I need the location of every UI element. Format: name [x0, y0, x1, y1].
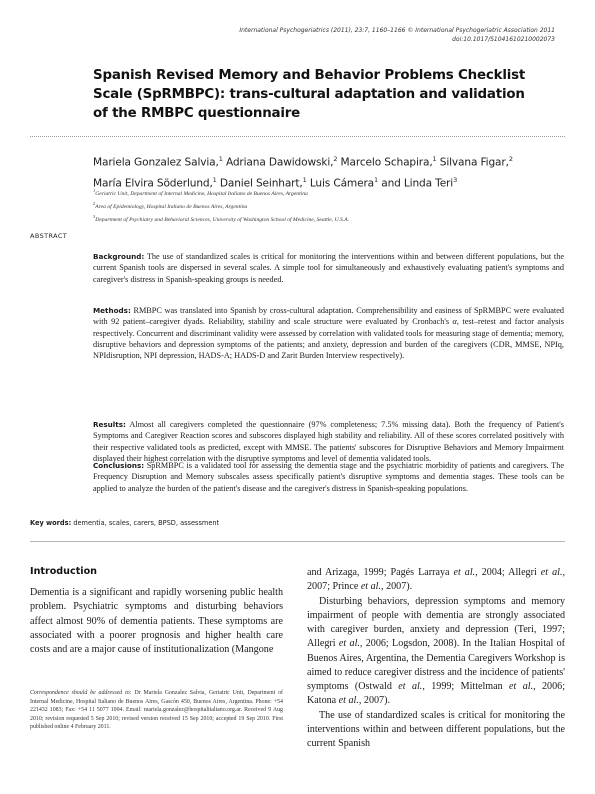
paragraph-text: , 2007; Prince [307, 567, 566, 593]
keywords-text: dementia, scales, carers, BPSD, assessment [71, 519, 220, 527]
results-text: Almost all caregivers completed the questionnaire (97% completeness; 7.5% missing data). Both the frequency of Patient's Symptoms and Caregiver Reaction scores and subscores displayed high stability and reliability. All of these scores correlated positively with their respective validated tools as predicted, except with MMSE. The patients' subscores for Disruptive Behaviors and Memory Impairment displayed their highest correlation with the disruptive symptoms and level of dementia validated tools. [93, 420, 564, 463]
introduction-heading: Introduction [30, 566, 97, 577]
author-affiliation-mark: 3 [453, 175, 458, 184]
paragraph-text: , 2006; Logsdon, 2008). In the Italian Hospital of Buenos Aires, Argentina, the Dementia Caregivers Workshop is aimed to reduce caregiver distress and the incidence of patients' symptoms (Ostwald [307, 638, 566, 692]
affiliation-list [93, 186, 563, 225]
author-affiliation-mark: 1 [374, 175, 379, 184]
intro-paragraph [307, 566, 565, 595]
paragraph-text: Disturbing behaviors, depression symptoms and memory impairment of people with dementia are strongly associated with caregiver burden, anxiety and depression (Teri, 1997; Allegri [307, 595, 565, 650]
methods-label: Methods: [93, 306, 131, 315]
journal-citation-line: International Psychogeriatrics (2011), 23:7, 1160–1166 © International Psychogeriatric Association 2011 [239, 27, 555, 34]
correspondence-footnote [30, 689, 283, 732]
keywords-label: Key words: [30, 519, 72, 527]
body-left-column [30, 586, 283, 657]
author-name: María Elvira Söderlund, [93, 177, 213, 190]
citation-et-al: et al. [338, 638, 360, 650]
author-name: and Linda Teri [378, 177, 454, 190]
intro-paragraph [307, 595, 565, 709]
affiliation-text: Geriatric Unit, Department of Internal Medicine, Hospital Italiano de Buenos Aires, Argentina [95, 190, 308, 197]
author-affiliation-mark: 1 [432, 155, 437, 163]
author-affiliation-mark: 1 [302, 175, 307, 184]
results-label: Results: [93, 420, 126, 429]
intro-paragraph: Dementia is a significant and rapidly worsening public health problem. Psychiatric symptoms and disturbing behaviors affect almost 90% of dementia patients. These symptoms are associated with a poorer prognosis and higher health care costs and are a major cause of institutionalization (Mangone [30, 587, 283, 655]
abstract-heading: ABSTRACT [30, 232, 68, 240]
methods-text: RMBPC was translated into Spanish by cross-cultural adaptation. Comprehensibility and easiness of SpRMBPC were evaluated with 92 patient–caregiver dyads. Reliability, stability and scale structure were evaluated by Cronbach's [93, 306, 564, 327]
background-label: Background: [93, 252, 145, 261]
conclusions-text: SpRMBPC is a validated tool for assessing the dementia stage and the psychiatric morbidity of patients and caregivers. The Frequency Disruption and Memory subscales assess specifically patient's disruptive symptoms and dementia stages. These tools can be applied to analyze the burden of the patient's disease and the caregiver's distress in Spanish-speaking populations. [93, 461, 564, 493]
paragraph-text: and Arizaga, 1999; Pagés Larraya [307, 567, 454, 578]
paragraph-text: , 2004; Allegri [475, 567, 541, 578]
affiliation-text: Department of Psychiatry and Behavioral Sciences, University of Washington School of Medicine, Seattle, U.S.A. [95, 216, 350, 223]
intro-paragraph: The use of standardized scales is critical for monitoring the interventions within and between different populations, but the current Spanish [307, 709, 565, 749]
title-divider [30, 136, 565, 137]
author-name: Silvana Figar, [436, 156, 509, 169]
citation-et-al: et al. [453, 567, 476, 578]
paragraph-text: , 2006; Katona [307, 681, 565, 707]
citation-et-al: et al. [509, 681, 534, 692]
author-name: Luis Cámera [306, 177, 375, 190]
abstract-divider [30, 541, 565, 542]
journal-citation-header [239, 26, 555, 44]
author-affiliation-mark: 2 [508, 155, 513, 163]
abstract-conclusions [93, 460, 564, 494]
paragraph-text: , 2007). [381, 581, 413, 593]
background-text: The use of standardized scales is critical for monitoring the interventions within and between different populations, but the current Spanish tools are dispersed in several scales. A simple tool for simultaneously and exhaustively evaluating patient's symptoms and caregiver's distress in Spanish-speaking groups is needed. [93, 252, 564, 284]
footnote-lead: Correspondence should be addressed to: [30, 690, 132, 696]
affiliation-item [93, 212, 563, 225]
author-name: Mariela Gonzalez Salvia, [93, 156, 219, 169]
citation-et-al: et al. [360, 581, 382, 593]
body-right-column [307, 566, 565, 751]
affiliation-number: 3 [93, 214, 96, 220]
citation-et-al: et al. [540, 567, 563, 578]
conclusions-label: Conclusions: [93, 461, 145, 470]
citation-et-al: et al. [338, 695, 359, 707]
affiliation-item [93, 199, 563, 212]
affiliation-text: Area of Epidemiology, Hospital Italiano de Buenos Aires, Argentina [95, 203, 248, 210]
affiliation-number: 2 [93, 201, 96, 207]
author-name: Daniel Seinhart, [216, 177, 303, 190]
methods-text: , test–retest and factor analysis respectively. Concurrent and discriminant validity were assessed by correlation with validated tools for measuring stage of dementia; memory, disruptive behaviors and depression symptoms of the patients; and anxiety, depression and burden of the caregivers (CDR, MMSE, NPIq, NPIdisruption, NPI depression, HADS-A; HADS-D and Zarit Burden Interview respectively). [93, 317, 564, 361]
author-name: Adriana Dawidowski, [222, 156, 334, 169]
author-name: Marcelo Schapira, [337, 156, 433, 169]
abstract-background [93, 251, 564, 285]
author-affiliation-mark: 1 [218, 155, 223, 163]
author-affiliation-mark: 2 [333, 155, 338, 163]
abstract-results [93, 419, 564, 464]
citation-et-al: et al. [398, 681, 423, 692]
affiliation-number: 1 [93, 188, 96, 193]
paragraph-text: , 2007). [358, 695, 390, 707]
footnote-body: Dr Mariela Gonzalez Salvia, Geriatric Unit, Department of Internal Medicine, Hospital Italiano de Buenos Aires, Gascón 450, Buenos Aires, Argentina. Phone: +54 221432 1083; Fax: +54 11 5077 1004. Email: mariela.gonzalez@hospitalitaliano.org.ar. Received 9 Aug 2010; revision requested 5 Sep 2010; revised version received 15 Sep 2010; accepted 19 Sep 2010. First published online 4 February 2011. [30, 690, 284, 731]
affiliation-item [93, 186, 563, 199]
article-title: Spanish Revised Memory and Behavior Problems Checklist Scale (SpRMBPC): trans-cultural adaptation and validation of the RMBPC questionnaire [93, 68, 526, 121]
doi-line: doi:10.1017/S1041610210002073 [452, 36, 555, 43]
keywords-line [30, 519, 219, 527]
abstract-methods [93, 305, 564, 361]
alpha-symbol: α [452, 317, 457, 327]
author-affiliation-mark: 1 [212, 175, 217, 184]
paragraph-text: , 1999; Mittelman [422, 681, 510, 692]
